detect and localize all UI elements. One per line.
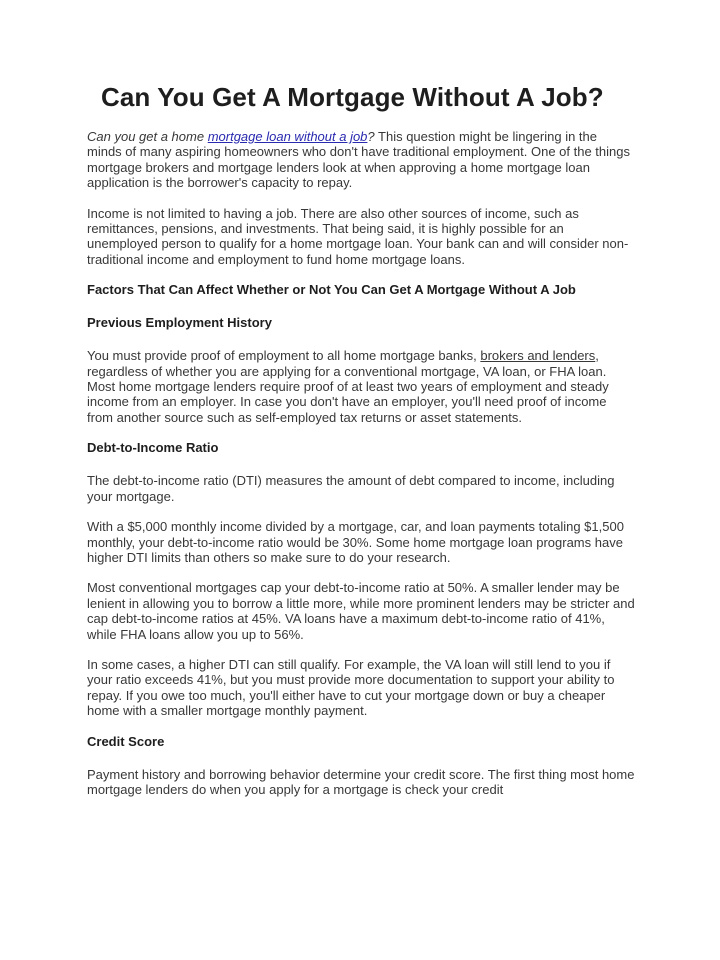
document-body bbox=[87, 82, 635, 812]
dti-paragraph-2: With a $5,000 monthly income divided by a mortgage, car, and loan payments totaling $1,500 monthly, your debt-to-income ratio would be 30%. Some home mortgage loan programs have higher DTI limits than others so make sure to do your research. bbox=[87, 519, 624, 565]
dti-paragraph-4: In some cases, a higher DTI can still qualify. For example, the VA loan will still lend to you if your ratio exceeds 41%, but you must provide more documentation to support your ability to repay. If you owe too much, you'll either have to cut your mortgage down or buy a cheaper home with a smaller mortgage monthly payment. bbox=[87, 656, 615, 719]
page-title: Can You Get A Mortgage Without A Job? bbox=[101, 82, 604, 112]
intro-paragraph bbox=[87, 129, 635, 191]
dti-paragraph-1: The debt-to-income ratio (DTI) measures the amount of debt compared to income, including your mortgage. bbox=[87, 473, 615, 504]
employment-p1-before: You must provide proof of employment to all home mortgage banks, bbox=[87, 348, 481, 364]
employment-paragraph-1 bbox=[87, 348, 635, 379]
employment-paragraph-2: Most home mortgage lenders require proof of at least two years of employment and steady income from an employer. In case you don't have an employer, you'll need proof of income from another source such as self-employed tax returns or asset statements. bbox=[87, 379, 609, 425]
income-paragraph: Income is not limited to having a job. There are also other sources of income, such as remittances, pensions, and investments. That being said, it is highly possible for an unemployed person to qualify for a home mortgage loan. Your bank can and will consider non-traditional income and employment to fund home mortgage loans. bbox=[87, 205, 629, 267]
intro-rest: This question might be lingering in the minds of many aspiring homeowners who don't have traditional employment. One of the things mortgage brokers and mortgage lenders look at when approving a home mortgage loan application is the borrower's capacity to repay. bbox=[87, 129, 630, 191]
intro-lead-end: ? bbox=[367, 129, 375, 144]
mortgage-loan-link[interactable]: mortgage loan without a job bbox=[207, 129, 368, 144]
dti-paragraph-3: Most conventional mortgages cap your debt-to-income ratio at 50%. A smaller lender may be lenient in allowing you to borrow a little more, while more prominent lenders may be stricter and cap debt-to-income ratios at 45%. VA loans have a maximum debt-to-income ratio of 41%, while FHA loans allow you up to 56%. bbox=[87, 580, 635, 642]
credit-heading: Credit Score bbox=[87, 733, 165, 749]
employment-p1-after: , regardless of whether you are applying for a conventional mortgage, VA loan, or FHA loan. bbox=[87, 348, 607, 379]
factors-heading: Factors That Can Affect Whether or Not You Can Get A Mortgage Without A Job bbox=[87, 282, 576, 298]
brokers-lenders-link[interactable]: brokers and lenders bbox=[480, 348, 596, 364]
intro-lead: Can you get a home bbox=[87, 129, 208, 144]
dti-heading: Debt-to-Income Ratio bbox=[87, 440, 219, 456]
credit-paragraph-1: Payment history and borrowing behavior determine your credit score. The first thing most home mortgage lenders do when you apply for a mortgage is check your credit bbox=[87, 766, 635, 797]
employment-heading: Previous Employment History bbox=[87, 315, 272, 331]
